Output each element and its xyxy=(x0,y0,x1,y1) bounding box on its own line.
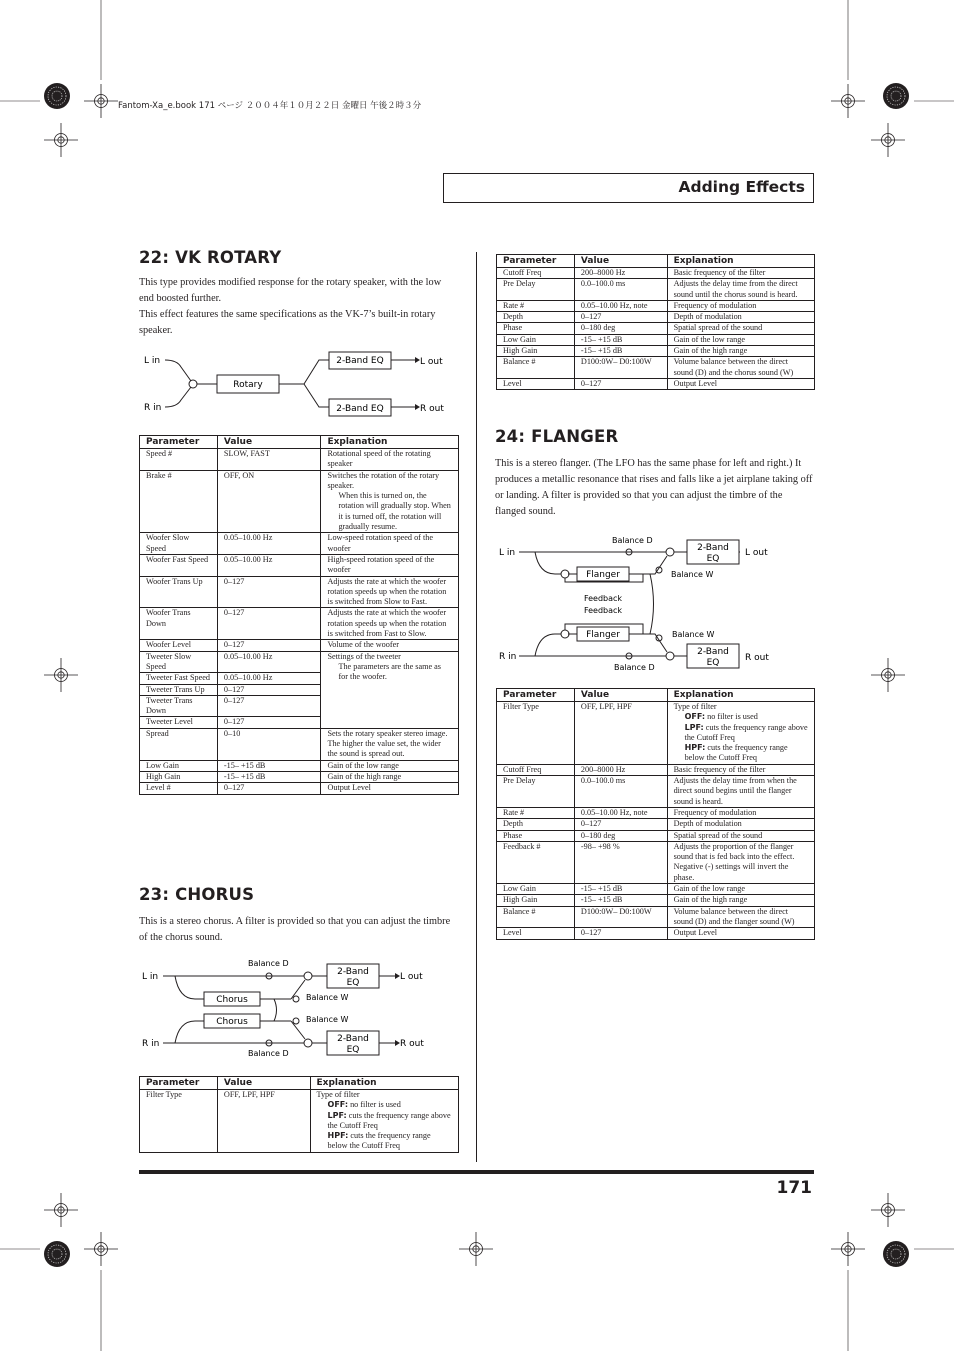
table-row: Filter Type OFF, LPF, HPF Type of filter OFF: no filter is used LPF: cuts the frequency range above the Cutoff Freq HPF: cuts the frequency range below the Cutoff Freq xyxy=(497,702,815,765)
crosshair-icon xyxy=(44,1193,78,1227)
table-row: Tweeter Trans Up 0–127 xyxy=(140,684,459,695)
crosshair-icon xyxy=(831,1232,865,1266)
table-row: Level 0–127 Output Level xyxy=(497,378,815,389)
table-row: Balance # D100:0W– D0:100W Volume balance between the direct sound (D) and the flanger sound (W) xyxy=(497,906,815,928)
diagram-balance-w-label: Balance W xyxy=(306,993,349,1002)
diagram-eq-label: EQ xyxy=(346,1045,360,1055)
diagram-l-out-label: L out xyxy=(400,972,423,982)
table-row: Woofer Trans Up 0–127 Adjusts the rate at which the woofer rotation speeds up when the rotation is switched from Slow to Fast. xyxy=(140,576,459,608)
diagram-chorus-block: Chorus xyxy=(216,995,248,1005)
diagram-l-in-label: L in xyxy=(142,972,159,982)
table-row: Rate # 0.05–10.00 Hz, note Frequency of modulation xyxy=(497,300,815,311)
flanger-diagram xyxy=(495,532,815,678)
table-row: Woofer Level 0–127 Volume of the woofer xyxy=(140,640,459,651)
column-header: Parameter xyxy=(497,255,575,268)
registration-burst-icon xyxy=(883,1241,909,1267)
diagram-l-in-label: L in xyxy=(144,356,161,366)
column-header: Explanation xyxy=(321,436,459,449)
diagram-feedback-label: Feedback xyxy=(583,594,623,603)
crosshair-icon xyxy=(871,1193,905,1227)
diagram-eq-label: 2-Band xyxy=(337,1034,369,1044)
table-row: Pre Delay 0.0–100.0 ms Adjusts the delay time from the direct sound until the chorus sound is heard. xyxy=(497,279,815,301)
diagram-flanger-block: Flanger xyxy=(586,570,620,580)
vk-rotary-paragraph-1: This type provides modified response for the rotary speaker, with the low end boosted further. xyxy=(139,277,442,304)
column-header: Value xyxy=(217,1077,310,1090)
table-row: Feedback # -98– +98 % Adjusts the proportion of the flanger sound that is fed back into the effect. Negative (-) settings will invert the phase. xyxy=(497,841,815,883)
table-row: Woofer Fast Speed 0.05–10.00 Hz High-speed rotation speed of the woofer xyxy=(140,554,459,576)
table-row: Phase 0–180 deg Spatial spread of the sound xyxy=(497,323,815,334)
page-number: 171 xyxy=(776,1178,812,1198)
crosshair-icon xyxy=(44,123,78,157)
chorus-paragraph: This is a stereo chorus. A filter is provided so that you can adjust the timbre of the chorus sound. xyxy=(139,916,451,943)
diagram-balance-w-label: Balance W xyxy=(672,630,715,639)
diagram-feedback-label: Feedback xyxy=(583,606,623,615)
diagram-eq-block: 2-Band EQ xyxy=(336,404,384,414)
table-row: High Gain -15– +15 dB Gain of the high range xyxy=(140,771,459,782)
table-row: Pre Delay 0.0–100.0 ms Adjusts the delay time from when the direct sound begins until the flanger sound is heard. xyxy=(497,776,815,808)
column-header: Explanation xyxy=(667,255,814,268)
file-meta-line: Fantom-Xa_e.book 171 ページ ２００４年１０月２２日 金曜日 午後２時３分 xyxy=(118,101,422,111)
diagram-rotary-block: Rotary xyxy=(233,380,263,390)
table-row: Cutoff Freq 200–8000 Hz Basic frequency of the filter xyxy=(497,764,815,775)
column-header: Explanation xyxy=(667,689,814,702)
diagram-eq-label: 2-Band xyxy=(697,543,729,553)
diagram-r-in-label: R in xyxy=(142,1039,160,1049)
flanger-paragraph: This is a stereo flanger. (The LFO has the same phase for left and right.) It produces a metallic resonance that rises and falls like a jet airplane taking off or landing. A filter is provided so that you can adjust the timbre of the flanged sound. xyxy=(495,458,813,517)
diagram-balance-w-label: Balance W xyxy=(306,1015,349,1024)
table-row: High Gain -15– +15 dB Gain of the high range xyxy=(497,346,815,357)
registration-burst-icon xyxy=(883,83,909,109)
column-header: Parameter xyxy=(140,1077,218,1090)
chorus-diagram xyxy=(139,955,459,1065)
column-header: Value xyxy=(574,689,667,702)
diagram-balance-d-label: Balance D xyxy=(612,536,653,545)
diagram-r-in-label: R in xyxy=(144,403,162,413)
table-row: Cutoff Freq 200–8000 Hz Basic frequency of the filter xyxy=(497,268,815,279)
flanger-heading: 24: FLANGER xyxy=(495,427,619,446)
table-row: Woofer Trans Down 0–127 Adjusts the rate at which the woofer rotation speeds up when the rotation is switched from Fast to Slow. xyxy=(140,608,459,640)
vk-rotary-heading: 22: VK ROTARY xyxy=(139,248,282,267)
crosshair-icon xyxy=(831,84,865,118)
flanger-parameter-table xyxy=(496,688,815,940)
registration-burst-icon xyxy=(44,1241,70,1267)
column-header: Parameter xyxy=(497,689,575,702)
table-row: Tweeter Trans Down 0–127 xyxy=(140,695,459,717)
table-row: Rate # 0.05–10.00 Hz, note Frequency of modulation xyxy=(497,807,815,818)
table-row: Depth 0–127 Depth of modulation xyxy=(497,312,815,323)
crosshair-icon xyxy=(84,84,118,118)
registration-burst-icon xyxy=(44,83,70,109)
diagram-balance-w-label: Balance W xyxy=(671,570,714,579)
table-row: Low Gain -15– +15 dB Gain of the low range xyxy=(497,334,815,345)
diagram-r-out-label: R out xyxy=(420,404,444,414)
table-row: Level # 0–127 Output Level xyxy=(140,783,459,794)
diagram-eq-label: EQ xyxy=(706,554,720,564)
vk-rotary-paragraph-2: This effect features the same specifications as the VK-7’s built-in rotary speaker. xyxy=(139,309,436,336)
column-header: Value xyxy=(574,255,667,268)
column-divider xyxy=(476,252,477,1162)
diagram-eq-block: 2-Band EQ xyxy=(336,356,384,366)
vk-rotary-parameter-table xyxy=(139,435,459,795)
table-row: Low Gain -15– +15 dB Gain of the low range xyxy=(140,760,459,771)
chorus-heading: 23: CHORUS xyxy=(139,885,255,904)
crosshair-icon xyxy=(44,658,78,692)
diagram-l-out-label: L out xyxy=(745,548,768,558)
table-row: High Gain -15– +15 dB Gain of the high range xyxy=(497,895,815,906)
diagram-flanger-block: Flanger xyxy=(586,630,620,640)
section-header-box xyxy=(443,173,814,203)
table-row: Tweeter Slow Speed 0.05–10.00 Hz Settings of the tweeter The parameters are the same as for the woofer. xyxy=(140,651,459,673)
table-row: Woofer Slow Speed 0.05–10.00 Hz Low-speed rotation speed of the woofer xyxy=(140,533,459,555)
crosshair-icon xyxy=(871,123,905,157)
table-row: Spread 0–10 Sets the rotary speaker stereo image. The higher the value set, the wider the sound is spread out. xyxy=(140,728,459,760)
table-row: Tweeter Fast Speed 0.05–10.00 Hz xyxy=(140,673,459,684)
diagram-eq-label: 2-Band xyxy=(337,967,369,977)
diagram-balance-d-label: Balance D xyxy=(248,1049,289,1058)
diagram-balance-d-label: Balance D xyxy=(614,663,655,672)
table-row: Speed # SLOW, FAST Rotational speed of the rotating speaker xyxy=(140,449,459,471)
table-row: Tweeter Level 0–127 xyxy=(140,717,459,728)
section-title: Adding Effects xyxy=(678,178,805,196)
table-row: Filter Type OFF, LPF, HPF Type of filter OFF: no filter is used LPF: cuts the frequency range above the Cutoff Freq HPF: cuts the frequency range below the Cutoff Freq xyxy=(140,1090,459,1153)
table-row: Low Gain -15– +15 dB Gain of the low range xyxy=(497,884,815,895)
crosshair-icon xyxy=(871,658,905,692)
diagram-eq-label: EQ xyxy=(346,978,360,988)
diagram-chorus-block: Chorus xyxy=(216,1017,248,1027)
table-row: Brake # OFF, ON Switches the rotation of the rotary speaker. When this is turned on, the rotation will gradually stop. When it is turned off, the rotation will gradually resume. xyxy=(140,470,459,533)
column-header: Explanation xyxy=(310,1077,458,1090)
footer-rule xyxy=(139,1170,814,1174)
diagram-l-in-label: L in xyxy=(499,548,516,558)
vk-rotary-diagram xyxy=(139,345,459,425)
chorus-parameter-table-continued xyxy=(496,254,815,390)
diagram-r-out-label: R out xyxy=(400,1039,424,1049)
table-row: Level 0–127 Output Level xyxy=(497,928,815,939)
table-row: Depth 0–127 Depth of modulation xyxy=(497,819,815,830)
diagram-l-out-label: L out xyxy=(420,357,443,367)
column-header: Value xyxy=(217,436,321,449)
chorus-parameter-table xyxy=(139,1076,459,1153)
diagram-balance-d-label: Balance D xyxy=(248,959,289,968)
table-row: Balance # D100:0W– D0:100W Volume balance between the direct sound (D) and the chorus sound (W) xyxy=(497,357,815,379)
diagram-eq-label: 2-Band xyxy=(697,647,729,657)
table-row: Phase 0–180 deg Spatial spread of the sound xyxy=(497,830,815,841)
column-header: Parameter xyxy=(140,436,218,449)
diagram-eq-label: EQ xyxy=(706,658,720,668)
crosshair-icon xyxy=(84,1232,118,1266)
diagram-r-out-label: R out xyxy=(745,653,769,663)
diagram-r-in-label: R in xyxy=(499,652,517,662)
crosshair-icon xyxy=(459,1232,493,1266)
